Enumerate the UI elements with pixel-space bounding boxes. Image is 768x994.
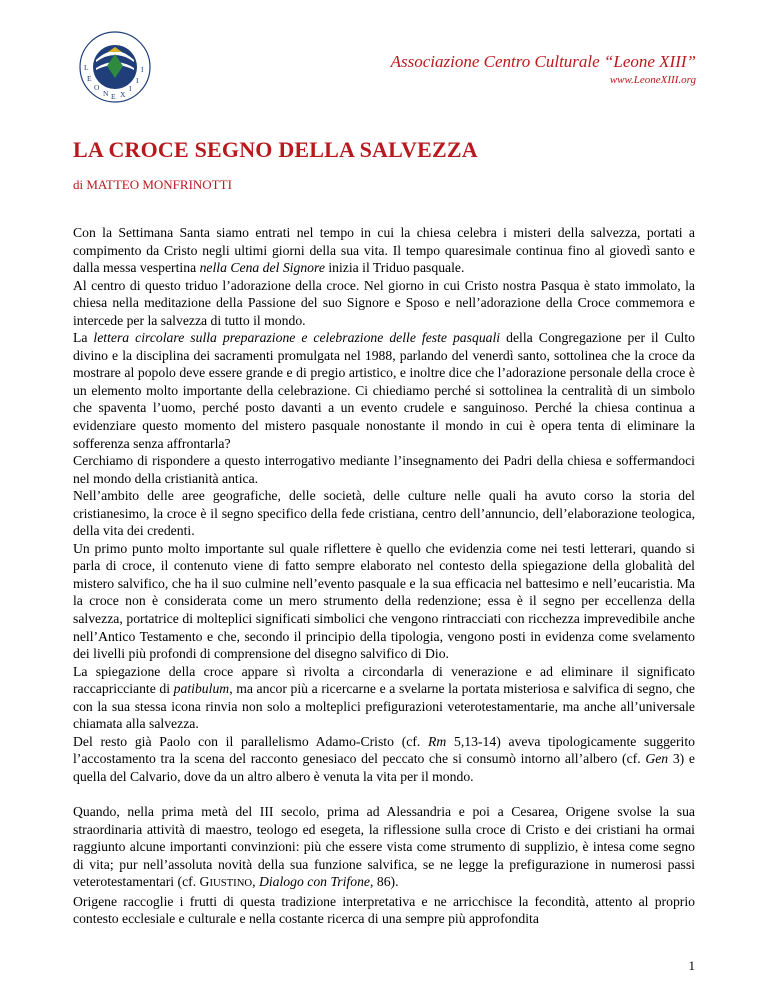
body-paragraph: Con la Settimana Santa siamo entrati nel tempo in cui la chiesa celebra i misteri della salvezza, portati a compimento da Cristo negli ultimi giorni della sua vita. Il tempo quaresimale continua fino al giovedì santo e dalla messa vespertina nella Cena del Signore inizia il Triduo pasquale. [73, 225, 695, 276]
logo-letter: L [84, 63, 89, 72]
emphasis-text: lettera circolare sulla preparazione e celebrazione delle feste pasquali [93, 330, 501, 346]
emphasis-text: Dialogo con Trifone [258, 874, 370, 890]
association-logo [78, 30, 152, 104]
body-paragraph: Quando, nella prima metà del III secolo, prima ad Alessandria e poi a Cesarea, Origene svolse la sua straordinaria attività di maestro, teologo ed esegeta, la riflessione sulla croce di Cristo e dei cristiani ha ormai raggiunto alcune importanti convinzioni: più che essere vista come strumento di supplizio, è intesa come segno di vita; pur nell’assoluta novità della sua funzione salvifica, se ne legge la prefigurazione in numerosi passi veterotestamentari (cf. GIUSTINO, Dialogo con Trifone, 86). [73, 804, 695, 890]
body-paragraph: Al centro di questo triduo l’adorazione della croce. Nel giorno in cui Cristo nostra Pasqua è stato immolato, la chiesa nella meditazione della Passione del suo Signore e Sposo e nell’adorazione della Croce commemora e intercede per la salvezza di tutto il mondo. [73, 277, 695, 328]
association-name: Associazione Centro Culturale “Leone XIII” [390, 52, 696, 71]
body-paragraph: Origene raccoglie i frutti di questa tradizione interpretativa e ne arricchisce la fecondità, attento al proprio contesto ecclesiale e culturale e nella costante ricerca di una sempre più approfondita [73, 893, 695, 927]
logo-letter: I [136, 76, 139, 85]
emphasis-text: Gen [645, 751, 669, 767]
page-number: 1 [688, 958, 695, 973]
logo-letter: E [87, 74, 92, 83]
logo-emblem-icon [78, 30, 152, 104]
body-paragraph: Cerchiamo di rispondere a questo interrogativo mediante l’insegnamento dei Padri della chiesa e soffermandoci nel mondo della cristianità antica. [73, 453, 695, 486]
emphasis-text: Rm [428, 733, 447, 749]
body-paragraph: La lettera circolare sulla preparazione e celebrazione delle feste pasquali della Congregazione per il Culto divino e la disciplina dei sacramenti promulgata nel 1988, parlando del venerdì santo, sottolinea che la croce da mostrare al popolo deve essere grande e di pregio artistico, e inoltre dice che l’adorazione personale della croce è un elemento molto importante della celebrazione. Ci chiediamo perché si sottolinea la centralità di un simbolo che spaventa l’uomo, perché posto davanti a un evento crudele e sanguinoso. Perché la chiesa continua a evidenziare questo momento del mistero pasquale nonostante il mondo in cui è opera tenta di eliminare la sofferenza senza affrontarla? [73, 330, 695, 451]
author-name: MATTEO MONFRINOTTI [86, 177, 232, 192]
emphasis-text: nella Cena del Signore [199, 260, 325, 276]
body-paragraph: La spiegazione della croce appare sì rivolta a circondarla di venerazione e ad eliminare il significato raccapricciante di patibulum, ma ancor più a ricercarne e a svelarne la portata misteriosa e salvifica di segno, che con la sua stessa icona rinvia non solo a molteplici prefigurazioni veterotestamentarie, ma anche all’universale chiamata alla salvezza. [73, 663, 695, 732]
body-paragraph: Nell’ambito delle aree geografiche, delle società, delle culture nelle quali ha avuto corso la storia del cristianesimo, la croce è il segno specifico della fede cristiana, centro dell’annuncio, dell’elaborazione teologica, della vita dei credenti. [73, 488, 695, 539]
byline [73, 177, 232, 193]
body-paragraph: Un primo punto molto importante sul quale riflettere è quello che evidenzia come nei testi letterari, quando si parla di croce, il contenuto viene di fatto sempre elaborato nel contesto della spiegazione della globalità del mistero salvifico, che ha il suo culmine nell’evento pasquale e la sua efficacia nel battesimo e nell’eucaristia. Ma la croce non è considerata come un mero strumento della redenzione; essa è il segno per eccellenza della salvezza, portatrice di molteplici significati simbolici che vengono rintracciati con ricchezza imprevedibile anche nell’Antico Testamento e che, secondo il principio della tipologia, vengono posti in evidenza come svelamento dei livelli più profondi di comprensione del disegno salvifico di Dio. [73, 540, 695, 662]
logo-letter: X [120, 90, 126, 99]
small-caps-text: IUSTINO [209, 877, 253, 890]
emphasis-text: patibulum [173, 681, 230, 697]
logo-letter: I [141, 65, 144, 74]
byline-prefix: di [73, 177, 84, 192]
website-url[interactable]: www.LeoneXIII.org [609, 74, 696, 86]
body-paragraph: Del resto già Paolo con il parallelismo Adamo-Cristo (cf. Rm 5,13-14) aveva tipologicamente suggerito l’accostamento tra la scena del racconto genesiaco del peccato che si consumò intorno all’albero (cf. Gen 3) e quella del Calvario, dove da un altro albero è venuta la vita per il mondo. [73, 733, 695, 784]
logo-letter: E [111, 92, 116, 101]
logo-letter: O [94, 83, 100, 92]
article-body [73, 224, 695, 928]
logo-letter: N [103, 89, 109, 98]
logo-letter: I [129, 84, 132, 93]
article-title: LA CROCE SEGNO DELLA SALVEZZA [73, 137, 478, 162]
